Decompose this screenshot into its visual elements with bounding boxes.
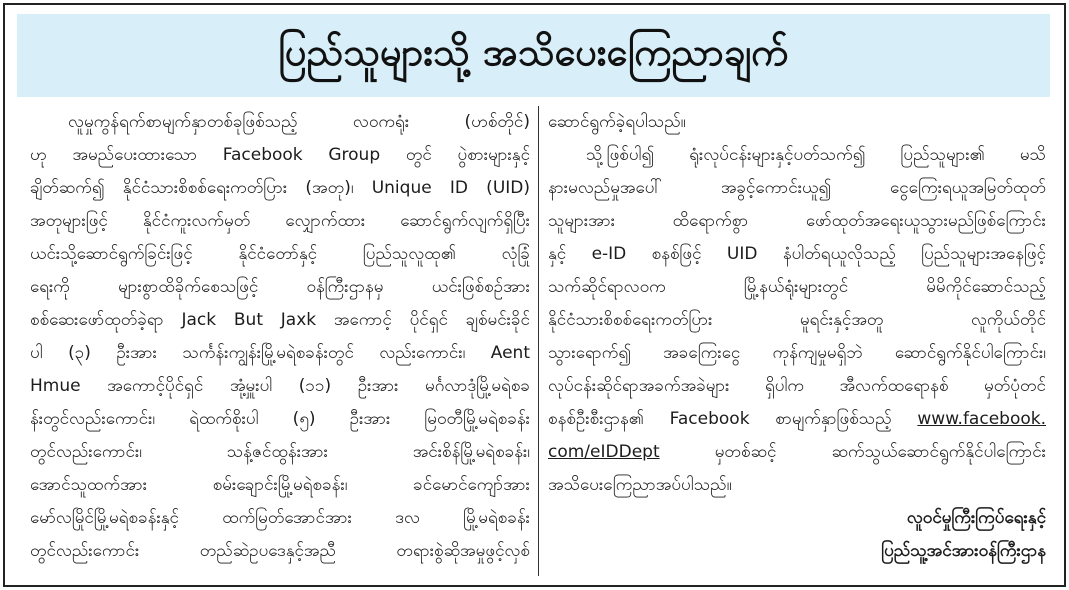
body-line: လုပ်ငန်းဆိုင်ရာအခက်အခဲများ ရှိပါက အီလက်ထရောနစ် မှတ်ပုံတင် [548,376,1046,396]
left-column [30,106,530,568]
body-line: အတုများဖြင့် နိုင်ငံကူးလက်မှတ် လျှောက်ထား ဆောင်ရွက်လျက်ရှိပြီး [30,211,530,231]
right-column [548,106,1046,568]
body-line: ချိတ်ဆက်၍ နိုင်ငံသားစိစစ်ရေးကတ်ပြား (အတု)၊ Unique ID (UID) [30,178,530,198]
closing-line: အသိပေးကြေညာအပ်ပါသည်။ [548,475,732,495]
body-line: မော်လမြိုင်မြို့မရဲစခန်းနှင့် ထက်မြတ်အောင်အား ဒလ မြို့မရဲစခန်း [30,508,530,528]
column-divider [538,106,539,576]
body-line: နိုင်ငံသားစိစစ်ရေးကတ်ပြား မူရင်းနှင့်အတူ လူကိုယ်တိုင် [548,310,1046,330]
body-line: အောင်သူထက်အား စမ်းချောင်းမြို့မရဲစခန်း၊ ခင်မောင်ကျော်အား [30,475,530,495]
body-line: တွင်လည်းကောင်း၊ သန့်ဇင်ထွန်းအား အင်းစိန်မြို့မရဲစခန်း၊ [30,442,530,462]
body-line: စစ်ဆေးဖော်ထုတ်ခဲ့ရာ Jack But Jaxk အကောင့် ပိုင်ရှင် ချစ်မင်းခိုင် [30,310,530,330]
body-line: ရေးကို များစွာထိခိုက်စေသဖြင့် ဝန်ကြီးဌာနမှ ယင်းဖြစ်စဉ်အား [30,277,530,297]
body-line: ပါ (၃) ဦးအား သင်္ကန်းကျွန်းမြို့မရဲစခန်းတွင် လည်းကောင်း၊ Aent [30,343,530,363]
facebook-link-part-1[interactable]: www.facebook. [917,409,1046,429]
body-line: သို့ဖြစ်ပါ၍ ရုံးလုပ်ငန်းများနှင့်ပတ်သက်၍ ပြည်သူများ၏ မသိ [586,145,1046,165]
body-line-with-link [548,403,1046,436]
signature-line: လူဝင်မှုကြီးကြပ်ရေးနှင့် [906,508,1046,528]
body-line: ဆောင်ရွက်ခဲ့ရပါသည်။ [548,112,686,132]
body-line: သူများအား ထိရောက်စွာ ဖော်ထုတ်အရေးယူသွားမည်ဖြစ်ကြောင်း [548,211,1046,231]
body-line: သက်ဆိုင်ရာလဝက မြို့နယ်ရုံးများတွင် မိမိကိုင်ဆောင်သည့် [548,277,1046,297]
announcement-title: ပြည်သူများသို့ အသိပေးကြေညာချက် [278,29,789,74]
body-line: နားမလည်မှုအပေါ် အခွင့်ကောင်းယူ၍ ငွေကြေးရယူအမြတ်ထုတ် [548,178,1046,198]
signature-line: ပြည်သူ့အင်အားဝန်ကြီးဌာန [881,541,1046,561]
body-line: သွားရောက်၍ အခကြေးငွေ ကုန်ကျမှုမရှိဘဲ ဆောင်ရွက်နိုင်ပါကြောင်း၊ [548,343,1046,363]
body-line: ယင်းသို့ဆောင်ရွက်ခြင်းဖြင့် နိုင်ငံတော်နှင့် ပြည်သူလူထု၏ လုံခြုံ [30,244,530,264]
body-line: လူမှုကွန်ရက်စာမျက်နှာတစ်ခုဖြစ်သည့် လဝကရုံး (ဟစ်တိုင်) [68,112,530,132]
body-line: နှင့် e-ID စနစ်ဖြင့် UID နံပါတ်ရယူလိုသည့် ပြည်သူများအနေဖြင့် [548,244,1046,264]
body-line: တွင်လည်းကောင်း တည်ဆဲဥပဒေနှင့်အညီ တရားစွဲဆိုအမှုဖွင့်လှစ် [30,541,530,561]
body-line: န်းတွင်လည်းကောင်း၊ ရဲထက်စိုးပါ (၅) ဦးအား မြဝတီမြို့မရဲစခန်း [30,409,530,429]
facebook-link-part-2[interactable]: com/eIDDept [548,442,660,462]
body-line: Hmue အကောင့်ပိုင်ရှင် အုံ့မှူးပါ (၁၁) ဦးအား မင်္ဂလာဒုံမြို့မရဲစခ [30,376,530,396]
body-line: ဟု အမည်ပေးထားသော Facebook Group တွင် ပွဲစားများနှင့် [30,145,530,165]
signature-block [548,502,1046,568]
link-line-text: မှတစ်ဆင့် ဆက်သွယ်ဆောင်ရွက်နိုင်ပါကြောင်း [659,442,1046,462]
link-line-text: စနစ်ဦးစီးဌာန၏ Facebook စာမျက်နှာဖြစ်သည့် [548,409,918,429]
body-line-with-link [548,436,1046,469]
announcement-banner [17,14,1050,97]
